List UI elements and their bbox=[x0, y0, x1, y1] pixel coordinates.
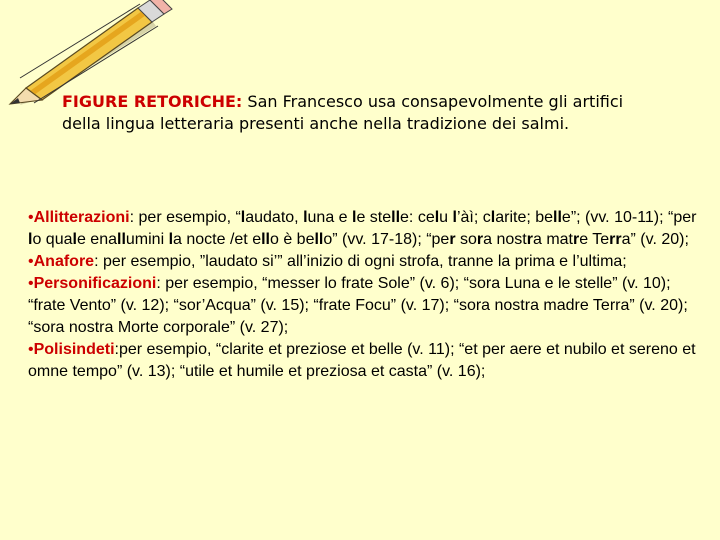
list-item bbox=[28, 339, 710, 383]
bullet-marker: • bbox=[28, 341, 34, 358]
example-text: o” (vv. 17-18); “pe bbox=[323, 231, 450, 248]
term-label: Personificazioni bbox=[33, 275, 157, 292]
example-text: a mat bbox=[532, 231, 573, 248]
list-item bbox=[28, 251, 710, 273]
example-text: e Te bbox=[579, 231, 610, 248]
example-text: : per esempio, “ bbox=[129, 209, 241, 226]
title-block bbox=[62, 91, 662, 135]
example-text: : per esempio, ”laudato si’” all’inizio di ogni strofa, tranne la prima e l’ultima; bbox=[94, 253, 627, 270]
highlight-letters: l bbox=[434, 209, 440, 226]
highlight-letters: rr bbox=[609, 231, 622, 248]
highlight-letters: r bbox=[476, 231, 484, 248]
highlight-letters: l bbox=[168, 231, 174, 248]
rhetoric-list bbox=[28, 207, 710, 383]
highlight-letters: ll bbox=[261, 231, 270, 248]
title-heading: FIGURE RETORICHE: bbox=[62, 92, 243, 111]
example-text: ’àì; c bbox=[456, 209, 491, 226]
example-text: e: ce bbox=[400, 209, 435, 226]
bullet-marker: • bbox=[28, 209, 34, 226]
highlight-letters: l bbox=[240, 209, 246, 226]
example-text: o è be bbox=[269, 231, 315, 248]
example-text: arite; be bbox=[495, 209, 554, 226]
example-text: so bbox=[455, 231, 477, 248]
term-label: Anafore bbox=[33, 253, 95, 270]
example-text: umini bbox=[125, 231, 169, 248]
highlight-letters: ll bbox=[391, 209, 401, 226]
example-text: e ste bbox=[356, 209, 392, 226]
example-text: u bbox=[439, 209, 453, 226]
term-label: Polisindeti bbox=[33, 341, 115, 358]
example-text: e”; (vv. 10-11); “per bbox=[561, 209, 697, 226]
example-text: a nocte /et e bbox=[173, 231, 262, 248]
highlight-letters: l bbox=[352, 209, 357, 226]
highlight-letters: l bbox=[452, 209, 457, 226]
list-item bbox=[28, 207, 710, 251]
example-text: a nost bbox=[483, 231, 527, 248]
highlight-letters: ll bbox=[117, 231, 126, 248]
bullet-marker: • bbox=[28, 253, 34, 270]
example-text: :per esempio, “clarite et preziose et belle (v. 11); “et per aere et nubilo et sereno et omne tempo” (v. 13); “utile et humile et preziosa et casta” (v. 16); bbox=[28, 341, 696, 380]
bullet-marker: • bbox=[28, 275, 34, 292]
example-text: audato, bbox=[245, 209, 304, 226]
example-text: : per esempio, “messer lo frate Sole” (v. 6); “sora Luna e le stelle” (v. 10); “frate Vento” (v. 12); “sor’Acqua” (v. 15); “frate Focu” (v. 17); “sora nostra madre Terra” (v. 20); “sora nostra Morte corporale” (v. 27); bbox=[28, 275, 688, 336]
highlight-letters: l bbox=[72, 231, 77, 248]
highlight-letters: l bbox=[303, 209, 308, 226]
example-text: a” (v. 20); bbox=[621, 231, 689, 248]
highlight-letters: ll bbox=[314, 231, 324, 248]
list-item bbox=[28, 273, 710, 339]
highlight-letters: r bbox=[449, 231, 456, 248]
title-text: San Francesco usa consapevolmente gli artifici della lingua letteraria presenti anche nella tradizione dei salmi. bbox=[62, 92, 624, 133]
term-label: Allitterazioni bbox=[33, 209, 130, 226]
example-text: una e bbox=[307, 209, 352, 226]
example-text: o qua bbox=[32, 231, 73, 248]
example-text: e ena bbox=[76, 231, 117, 248]
highlight-letters: l bbox=[28, 231, 33, 248]
highlight-letters: r bbox=[572, 231, 580, 248]
highlight-letters: l bbox=[490, 209, 496, 226]
highlight-letters: ll bbox=[553, 209, 562, 226]
highlight-letters: r bbox=[526, 231, 533, 248]
